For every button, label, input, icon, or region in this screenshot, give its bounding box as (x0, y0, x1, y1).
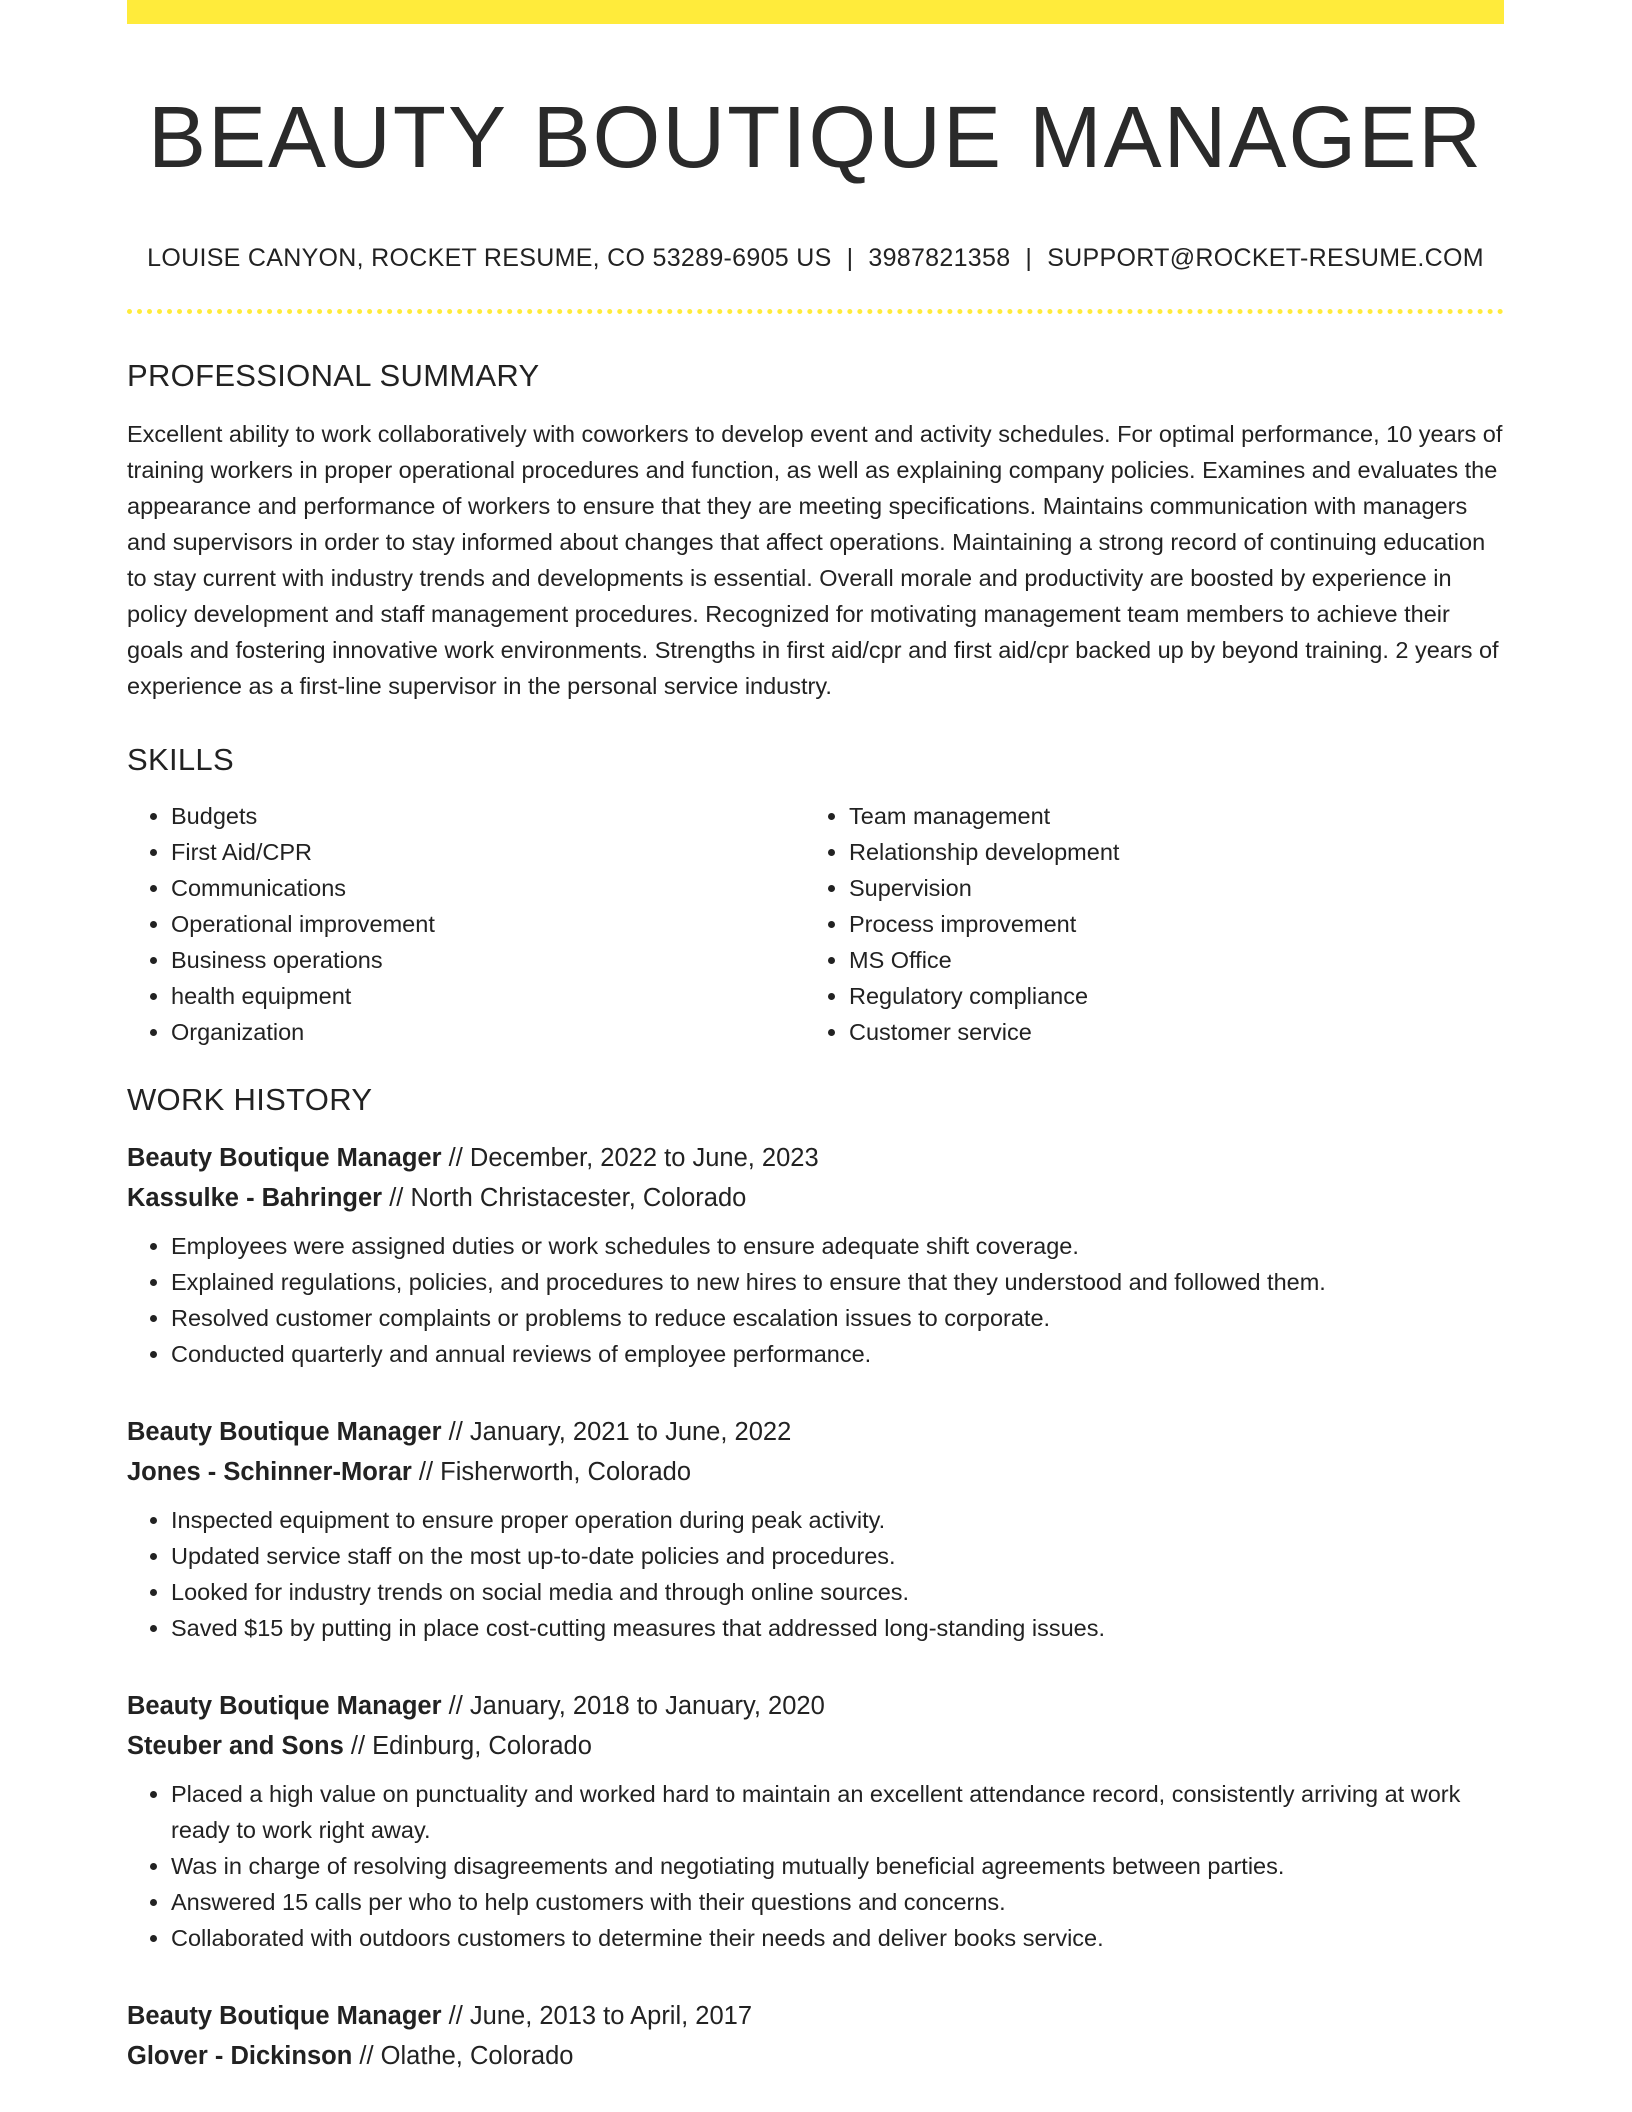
skill-item: • MS Office (849, 942, 1119, 978)
dotted-divider (127, 309, 1504, 314)
job-separator: // (359, 2041, 374, 2070)
job-location: Edinburg, Colorado (372, 1731, 592, 1760)
skill-item: • First Aid/CPR (171, 834, 805, 870)
job-bullet: • Collaborated with outdoors customers to determine their needs and deliver books service. (171, 1920, 1504, 1956)
contact-separator: | (846, 243, 854, 272)
job-bullet: • Updated service staff on the most up-to-date policies and procedures. (171, 1538, 1504, 1574)
job-entry (127, 1996, 1504, 2076)
job-role: Beauty Boutique Manager (127, 1417, 442, 1446)
summary-text: Excellent ability to work collaboratively with coworkers to develop event and activity schedules. For optimal performance, 10 years of training workers in proper operational procedures and function, as well as explaining company policies. Examines and evaluates the appearance and performance of workers to ensure that they are meeting specifications. Maintains communication with managers and supervisors in order to stay informed about changes that affect operations. Maintaining a strong record of continuing education to stay current with industry trends and developments is essential. Overall morale and productivity are boosted by experience in policy development and staff management procedures. Recognized for motivating management team members to achieve their goals and fostering innovative work environments. Strengths in first aid/cpr and first aid/cpr backed up by beyond training. 2 years of experience as a first-line supervisor in the personal service industry. (127, 420, 1503, 699)
skill-item: • Regulatory compliance (849, 978, 1119, 1014)
contact-address: LOUISE CANYON, ROCKET RESUME, CO 53289-6905 US (147, 243, 832, 272)
resume-page (127, 0, 1504, 2076)
job-separator: // (448, 1417, 463, 1446)
job-company-line (127, 1178, 1504, 1218)
job-location: Fisherworth, Colorado (440, 1457, 692, 1486)
skill-item: • Process improvement (849, 906, 1119, 942)
job-bullets (127, 1228, 1504, 1372)
job-company: Steuber and Sons (127, 1731, 344, 1760)
resume-title: BEAUTY BOUTIQUE MANAGER (147, 89, 1484, 186)
contact-phone: 3987821358 (868, 243, 1011, 272)
job-dates: December, 2022 to June, 2023 (469, 1143, 819, 1172)
job-separator: // (418, 1457, 434, 1486)
job-role-line (127, 1412, 1504, 1452)
job-entry (127, 1138, 1504, 1372)
job-entry (127, 1686, 1504, 1956)
job-separator: // (448, 1691, 463, 1720)
skill-item: • Customer service (849, 1014, 1119, 1050)
job-separator: // (448, 2001, 463, 2030)
job-role: Beauty Boutique Manager (127, 1691, 442, 1720)
job-dates: January, 2021 to June, 2022 (469, 1417, 792, 1446)
job-bullet: • Inspected equipment to ensure proper operation during peak activity. (171, 1502, 1504, 1538)
contact-email: SUPPORT@ROCKET-RESUME.COM (1047, 243, 1484, 272)
skills-list (127, 798, 1504, 1050)
skills-heading: SKILLS (127, 741, 234, 777)
skill-item: • Communications (171, 870, 805, 906)
job-company: Glover - Dickinson (127, 2041, 353, 2070)
job-dates: January, 2018 to January, 2020 (469, 1691, 825, 1720)
job-separator: // (448, 1143, 463, 1172)
job-role: Beauty Boutique Manager (127, 2001, 442, 2030)
job-role-line (127, 1996, 1504, 2036)
job-bullet: • Conducted quarterly and annual reviews of employee performance. (171, 1336, 1504, 1372)
skill-item: • Team management (849, 798, 1119, 834)
accent-bar (127, 0, 1504, 24)
job-bullet: • Resolved customer complaints or problems to reduce escalation issues to corporate. (171, 1300, 1504, 1336)
skill-item: • Supervision (849, 870, 1119, 906)
job-company: Jones - Schinner-Morar (127, 1457, 412, 1486)
job-role: Beauty Boutique Manager (127, 1143, 442, 1172)
skill-item: • Business operations (171, 942, 805, 978)
skill-item: • Budgets (171, 798, 805, 834)
job-bullet: • Employees were assigned duties or work schedules to ensure adequate shift coverage. (171, 1228, 1504, 1264)
job-location: North Christacester, Colorado (410, 1183, 747, 1212)
summary-heading: PROFESSIONAL SUMMARY (127, 357, 540, 393)
job-entry (127, 1412, 1504, 1646)
job-bullets (127, 1502, 1504, 1646)
job-company-line (127, 1726, 1504, 1766)
job-bullet: • Saved $15 by putting in place cost-cutting measures that addressed long-standing issues. (171, 1610, 1504, 1646)
skill-item: • Organization (171, 1014, 805, 1050)
job-dates: June, 2013 to April, 2017 (469, 2001, 753, 2030)
skill-item: • Operational improvement (171, 906, 805, 942)
skill-item: • Relationship development (849, 834, 1119, 870)
skills-column-right (805, 798, 1119, 1050)
job-role-line (127, 1138, 1504, 1178)
job-company-line (127, 2036, 1504, 2076)
job-bullet: • Placed a high value on punctuality and worked hard to maintain an excellent attendance record, consistently arriving at work ready to work right away. (171, 1776, 1504, 1848)
contact-separator: | (1025, 243, 1033, 272)
job-location: Olathe, Colorado (380, 2041, 574, 2070)
job-company-line (127, 1452, 1504, 1492)
skill-item: • health equipment (171, 978, 805, 1014)
job-role-line (127, 1686, 1504, 1726)
job-separator: // (350, 1731, 366, 1760)
job-bullet: • Explained regulations, policies, and procedures to new hires to ensure that they understood and followed them. (171, 1264, 1504, 1300)
job-bullet: • Looked for industry trends on social media and through online sources. (171, 1574, 1504, 1610)
job-separator: // (389, 1183, 404, 1212)
contact-line (127, 244, 1504, 273)
job-company: Kassulke - Bahringer (127, 1183, 383, 1212)
skills-column-left (127, 798, 805, 1050)
work-history-heading: WORK HISTORY (127, 1081, 373, 1117)
job-bullets (127, 1776, 1504, 1956)
job-bullet: • Answered 15 calls per who to help customers with their questions and concerns. (171, 1884, 1504, 1920)
job-bullet: • Was in charge of resolving disagreements and negotiating mutually beneficial agreements between parties. (171, 1848, 1504, 1884)
